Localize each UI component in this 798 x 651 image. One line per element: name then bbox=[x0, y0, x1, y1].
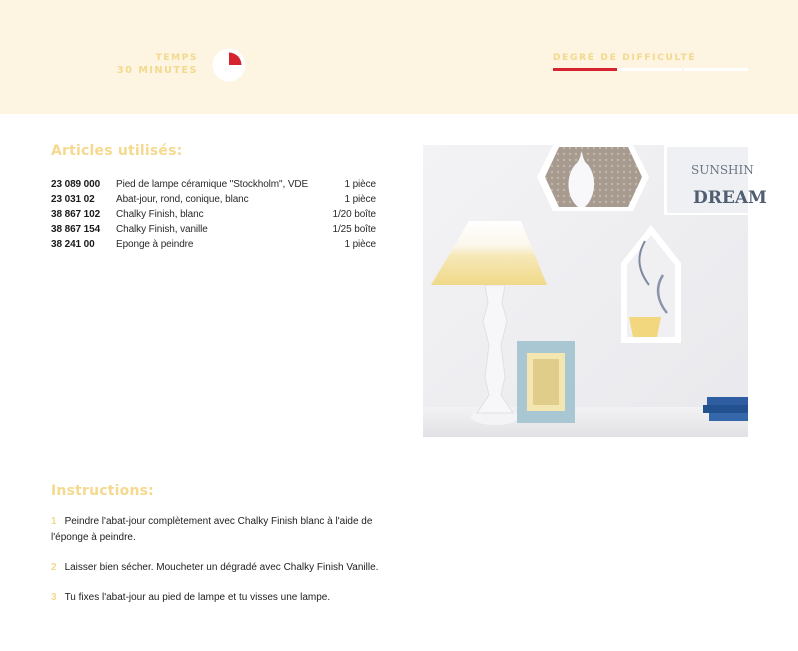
time-block bbox=[110, 52, 198, 77]
article-quantity: 1/20 boîte bbox=[332, 209, 376, 220]
article-row bbox=[51, 177, 376, 192]
articles-list bbox=[51, 177, 376, 252]
sign-line1: SUNSHIN bbox=[691, 163, 754, 177]
article-description: Chalky Finish, vanille bbox=[116, 224, 208, 235]
article-description: Eponge à peindre bbox=[116, 239, 194, 250]
step-text: Laisser bien sécher. Moucheter un dégradé avec Chalky Finish Vanille. bbox=[64, 562, 379, 573]
instructions-title: Instructions: bbox=[51, 483, 154, 499]
article-row bbox=[51, 237, 376, 252]
sign-line2: DREAM bbox=[693, 188, 767, 208]
article-number: 23 031 02 bbox=[51, 194, 95, 205]
clock-icon bbox=[212, 48, 246, 82]
article-quantity: 1/25 boîte bbox=[332, 224, 376, 235]
time-label: TEMPS bbox=[155, 53, 198, 63]
difficulty-bar bbox=[553, 68, 748, 71]
yellow-pot bbox=[629, 317, 661, 337]
article-description: Pied de lampe céramique "Stockholm", VDE bbox=[116, 179, 309, 190]
book-stack bbox=[707, 397, 748, 405]
article-description: Abat-jour, rond, conique, blanc bbox=[116, 194, 249, 205]
difficulty-segment bbox=[619, 68, 683, 71]
hexagon-shelf-back bbox=[545, 147, 642, 207]
lamp-photo-illustration bbox=[423, 145, 767, 437]
article-number: 38 241 00 bbox=[51, 239, 95, 250]
step-number: 1 bbox=[51, 516, 57, 527]
step-text: Tu fixes l'abat-jour au pied de lampe et tu visses une lampe. bbox=[64, 592, 331, 603]
difficulty-label: DEGRÉ DE DIFFICULTÉ bbox=[553, 53, 697, 63]
difficulty-block bbox=[553, 52, 748, 71]
article-row bbox=[51, 222, 376, 237]
article-quantity: 1 pièce bbox=[344, 194, 376, 205]
article-number: 38 867 102 bbox=[51, 209, 101, 220]
article-quantity: 1 pièce bbox=[344, 239, 376, 250]
difficulty-segment bbox=[553, 68, 617, 71]
step-text: Peindre l'abat-jour complètement avec Chalky Finish blanc à l'aide de l'éponge à peindre. bbox=[51, 516, 373, 543]
article-quantity: 1 pièce bbox=[344, 179, 376, 190]
instruction-step bbox=[51, 590, 381, 606]
instruction-step bbox=[51, 560, 381, 576]
article-number: 38 867 154 bbox=[51, 224, 101, 235]
articles-title: Articles utilisés: bbox=[51, 143, 183, 159]
difficulty-segment bbox=[684, 68, 748, 71]
table-surface bbox=[423, 407, 748, 437]
header-band bbox=[0, 0, 798, 114]
product-photo bbox=[423, 145, 767, 437]
article-row bbox=[51, 207, 376, 222]
article-description: Chalky Finish, blanc bbox=[116, 209, 204, 220]
time-value: 30 MINUTES bbox=[117, 65, 198, 76]
article-row bbox=[51, 192, 376, 207]
instruction-step bbox=[51, 514, 381, 546]
step-number: 2 bbox=[51, 562, 57, 573]
step-number: 3 bbox=[51, 592, 57, 603]
article-number: 23 089 000 bbox=[51, 179, 101, 190]
instructions-list bbox=[51, 514, 381, 620]
